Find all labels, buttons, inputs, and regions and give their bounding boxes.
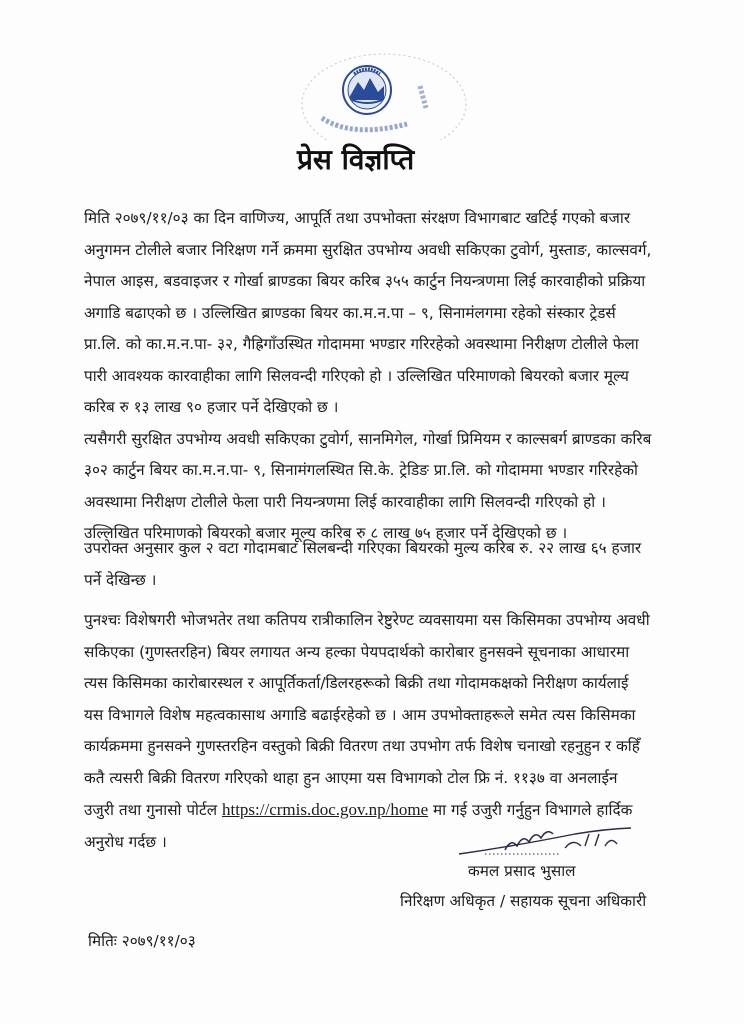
text-line: कार्यक्रममा हुनसक्ने गुणस्तरहिन वस्तुको बिक्री वितरण तथा उपभोग तर्फ विशेष चनाखो रहनुहुन र कहिँ	[84, 737, 640, 755]
paragraph-main	[84, 203, 684, 550]
government-seal-icon	[292, 52, 472, 140]
text-line: अनुगमन टोलीले बजार निरिक्षण गर्ने क्रममा सुरक्षित उपभोग्य अवधी सकिएका टुवोर्ग, मुस्ताङ, काल्सवर्ग,	[84, 240, 652, 259]
paragraph-postscript	[84, 605, 684, 858]
text-line: पुनश्चः विशेषगरी भोजभतेर तथा कतिपय रात्रीकालिन रेष्टुरेण्ट व्यवसायमा यस किसिमका उपभोग्य अवधी	[84, 611, 650, 629]
handwritten-signature	[455, 826, 645, 856]
text-line: नेपाल आइस, बडवाइजर र गोर्खा ब्राण्डका बियर करिब ३५५ कार्टुन नियन्त्रणमा लिई कारवाहीको प्रक्रिया	[84, 272, 646, 290]
text-line: ३०२ कार्टुन बियर का.म.न.पा- ९, सिनामंगलस्थित सि.के. ट्रेडिङ प्रा.लि. को गोदाममा भण्डार गरिरहेको	[84, 461, 638, 479]
text-line: पारी आवश्यक कारवाहीका लागि सिलवन्दी गरिएको हो । उल्लिखित परिमाणको बियरको बजार मूल्य	[84, 366, 629, 385]
text-line: अनुरोध गर्दछ ।	[84, 832, 167, 851]
footer-date: मितिः २०७९/११/०३	[88, 932, 196, 950]
url-suffix-text: मा गई उजुरी गर्नुहुन विभागले हार्दिक	[428, 801, 633, 819]
paragraph-total	[84, 533, 684, 596]
text-line: पर्ने देखिन्छ ।	[84, 570, 157, 589]
text-line: मिति २०७९/११/०३ का दिन वाणिज्य, आपूर्ति तथा उपभोक्ता संरक्षण विभागबाट खटिई गएको बजार	[84, 209, 631, 227]
text-line: सकिएका (गुणस्तरहिन) बियर लगायत अन्य हल्का पेयपदार्थको कारोबार हुनसक्ने सूचनाका आधारमा	[84, 642, 630, 661]
text-line: अवस्थामा निरीक्षण टोलीले फेला पारी नियन्त्रणमा लिई कारवाहीका लागि सिलवन्दी गरिएको हो ।	[84, 492, 606, 511]
text-line: अगाडि बढाएको छ । उल्लिखित ब्राण्डका बियर का.म.न.पा – ९, सिनामंलगमा रहेको संस्कार ट्रेडर्स	[84, 303, 616, 322]
text-line: त्यस किसिमका कारोबारस्थल र आपूर्तिकर्ता/डिलरहरूको बिक्री तथा गोदामकक्षको निरीक्षण कार्यलाई	[84, 674, 629, 692]
complaint-portal-link[interactable]: https://crmis.doc.gov.np/home	[221, 800, 429, 819]
signer-designation: निरिक्षण अधिकृत / सहायक सूचना अधिकारी	[400, 892, 647, 910]
text-line: प्रा.लि. को का.म.न.पा- ३२, गैह्रिगाँउस्थित गोदाममा भण्डार गरिरहेको अवस्थामा निरीक्षण टोलीले फेला	[84, 335, 639, 353]
text-line: त्यसैगरी सुरक्षित उपभोग्य अवधी सकिएका टुवोर्ग, सानमिगेल, गोर्खा प्रिमियम र काल्सबर्ग ब्राण्डका करिब	[84, 429, 652, 448]
text-line: उल्लिखित परिमाणको बियरको बजार मूल्य करिब रु ८ लाख ७५ हजार पर्ने देखिएको छ ।	[84, 524, 568, 542]
text-line: करिब रु १३ लाख ९० हजार पर्ने देखिएको छ ।	[84, 398, 339, 416]
page-title: प्रेस विज्ञप्ति	[297, 143, 415, 176]
text-line-with-url	[84, 794, 684, 827]
text-line: कतै त्यसरी बिक्री वितरण गरिएको थाहा हुन आएमा यस विभागको टोल फ्रि नं. ११३७ वा अनलाईन	[84, 768, 618, 787]
text-line: यस विभागले विशेष महत्वकासाथ अगाडि बढाईरहेको छ । आम उपभोक्ताहरूले समेत त्यस किसिमका	[84, 705, 636, 724]
text-line: उपरोक्त अनुसार कुल २ वटा गोदामबाट सिलबन्दी गरिएका बियरको मुल्य करिब रु. २२ लाख ६५ हजार	[84, 539, 642, 557]
signer-name: कमल प्रसाद भुसाल	[468, 862, 576, 880]
url-prefix-text: उजुरी तथा गुनासो पोर्टल	[84, 801, 222, 819]
